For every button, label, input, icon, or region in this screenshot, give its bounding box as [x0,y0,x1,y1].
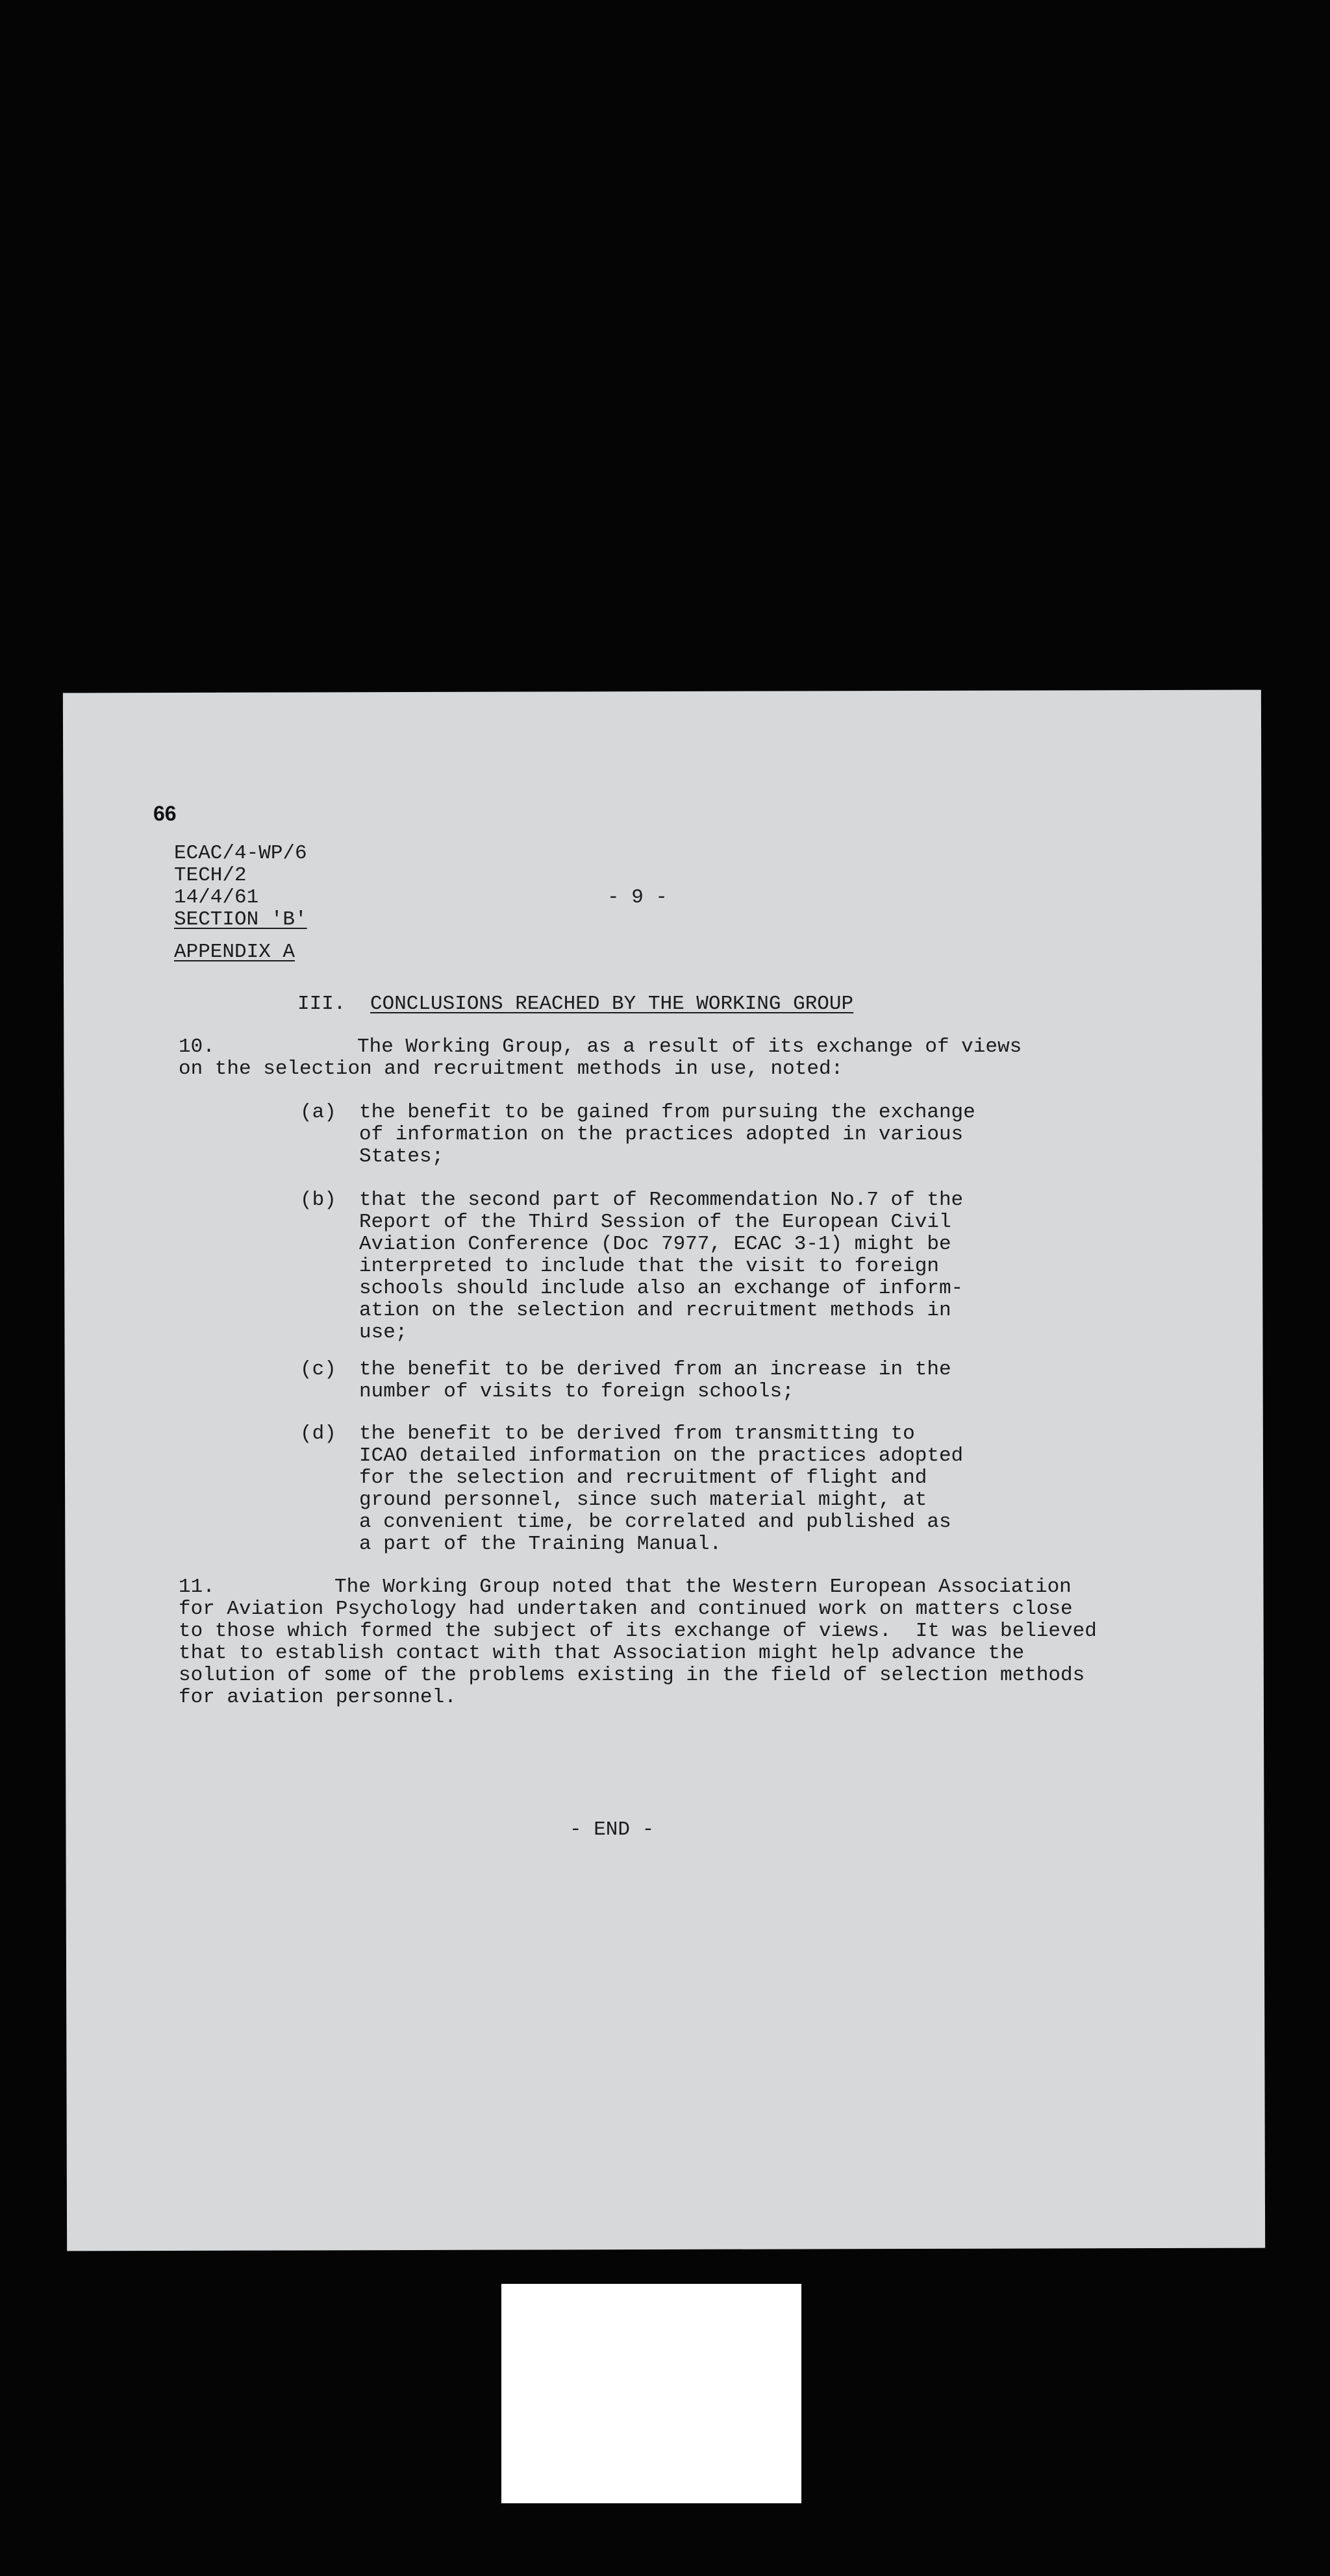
end-marker: - END - [570,1818,655,1841]
section-label: SECTION 'B' [174,908,307,931]
item-text-b: that the second part of Recommendation No.7 of the Report of the Third Session of the European Civil Aviation Conference (Doc 7977, ECAC 3-1) might be interpreted to include that the visit to foreign schools should include also an exchange of inform- ation on the selection and recruitment methods in use; [359,1189,964,1344]
paragraph-11-text: The Working Group noted that the Western European Association for Aviation Psychology had undertaken and continued work on matters close to those which formed the subject of its exchange of views. It was believed that to establish contact with that Association might help advance the solution of some of the problems existing in the field of selection methods for aviation personnel. [179,1576,1097,1709]
paragraph-number-10: 10. [179,1035,215,1058]
item-text-d: the benefit to be derived from transmitting to ICAO detailed information on the practices adopted for the selection and recruitment of flight and ground personnel, since such material might, at a convenient time, be correlated and published as a part of the Training Manual. [359,1422,964,1555]
item-text-a: the benefit to be gained from pursuing the exchange of information on the practices adopted in various States; [359,1101,975,1168]
reference-number: ECAC/4-WP/6 [174,842,307,865]
frame-number: 66 [153,802,177,825]
appendix-label: APPENDIX A [174,941,295,963]
item-label-a: (a) [300,1101,336,1124]
tech-reference: TECH/2 [174,864,247,887]
item-label-b: (b) [300,1189,336,1211]
item-text-c: the benefit to be derived from an increase in the number of visits to foreign schools; [359,1358,951,1403]
paragraph-number-11: 11. [179,1576,215,1598]
heading-title: CONCLUSIONS REACHED BY THE WORKING GROUP [370,993,854,1015]
item-label-d: (d) [300,1422,336,1445]
page-number: - 9 - [607,886,668,909]
item-label-c: (c) [300,1358,336,1381]
document-date: 14/4/61 [174,886,259,909]
heading-number: III. [297,993,346,1015]
blank-card [501,2284,801,2503]
paragraph-10-intro: The Working Group, as a result of its exchange of views on the selection and recruitment methods in use, noted: [179,1035,1022,1080]
